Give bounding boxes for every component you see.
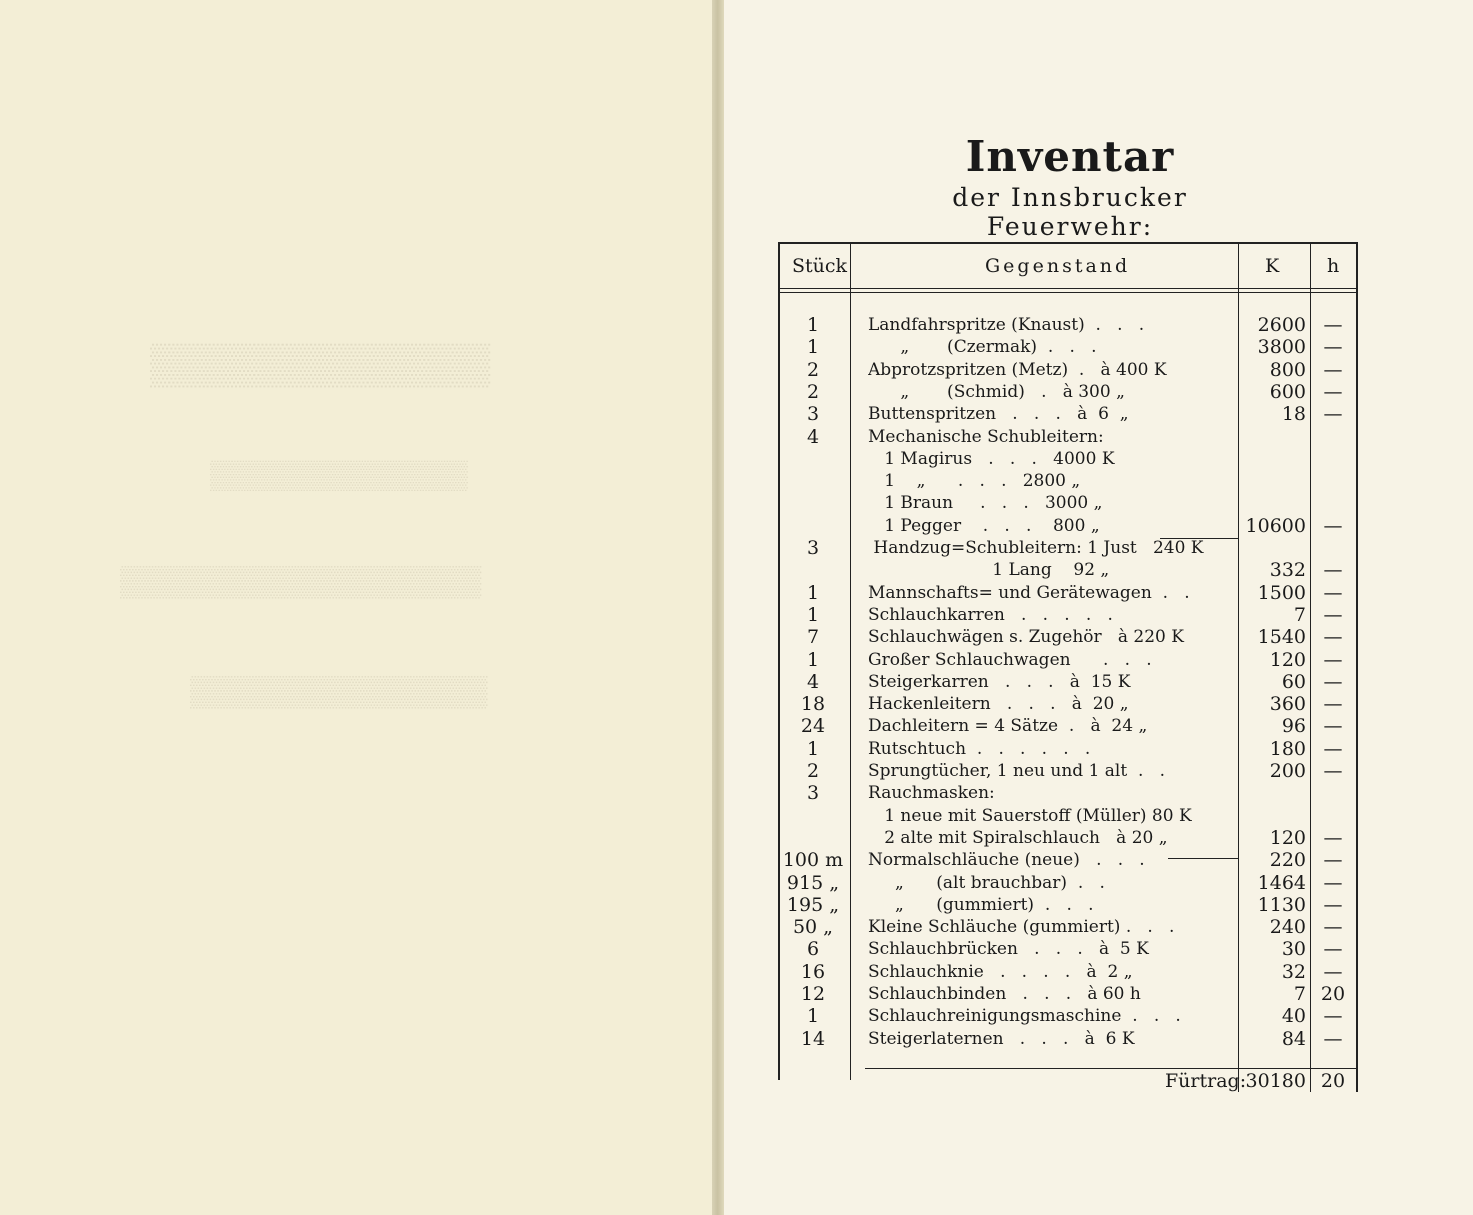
row-amount-h: — (1323, 582, 1343, 604)
row-amount-k: 3800 (1257, 336, 1306, 358)
col-border-k (1310, 242, 1311, 1092)
row-item: 1 Pegger . . . 800 „ (868, 516, 1100, 536)
row-amount-k: 600 (1269, 381, 1306, 403)
row-item: Handzug=Schubleitern: 1 Just 240 K (868, 538, 1204, 558)
row-amount-h: — (1323, 604, 1343, 626)
row-amount-h: — (1323, 872, 1343, 894)
col-border-right (1356, 242, 1358, 1092)
row-count: 4 (806, 426, 820, 448)
row-amount-k: 1500 (1257, 582, 1306, 604)
row-amount-h: — (1323, 961, 1343, 983)
row-item: 1 „ . . . 2800 „ (868, 471, 1081, 491)
row-item: „ (alt brauchbar) . . (868, 873, 1105, 893)
row-count: 3 (806, 782, 820, 804)
row-amount-h: — (1323, 314, 1343, 336)
row-item: 1 neue mit Sauerstoff (Müller) 80 K (868, 806, 1192, 826)
row-item: Hackenleitern . . . à 20 „ (868, 694, 1129, 714)
row-count: 195 „ (786, 894, 840, 916)
row-amount-k: 96 (1281, 715, 1306, 737)
row-count: 3 (806, 537, 820, 559)
row-amount-h: — (1323, 381, 1343, 403)
row-count: 16 (800, 961, 826, 983)
row-amount-h: — (1323, 894, 1343, 916)
row-item: 1 Braun . . . 3000 „ (868, 493, 1103, 513)
col-header-k: K (1265, 255, 1280, 277)
row-amount-h: — (1323, 336, 1343, 358)
row-item: Rauchmasken: (868, 783, 995, 803)
row-amount-k: 332 (1269, 559, 1306, 581)
table-bottom-rule (865, 1068, 1356, 1069)
row-amount-k: 220 (1269, 849, 1306, 871)
row-count: 100 m (782, 849, 844, 871)
row-item: Schlauchbinden . . . à 60 h (868, 984, 1141, 1004)
row-count: 1 (806, 582, 820, 604)
row-item: „ (gummiert) . . . (868, 895, 1094, 915)
row-item: Mannschafts= und Gerätewagen . . (868, 583, 1190, 603)
row-amount-h: — (1323, 1028, 1343, 1050)
row-amount-h: — (1323, 515, 1343, 537)
row-count: 14 (800, 1028, 826, 1050)
col-border-left (778, 242, 780, 1080)
row-count: 1 (806, 604, 820, 626)
row-count: 1 (806, 649, 820, 671)
row-item: 1 Magirus . . . 4000 K (868, 449, 1115, 469)
row-item: Schlauchknie . . . . à 2 „ (868, 962, 1133, 982)
row-amount-h: — (1323, 559, 1343, 581)
row-count: 18 (800, 693, 826, 715)
col-header-gegenstand: Gegenstand (985, 255, 1131, 277)
col-border-stueck (850, 242, 851, 1080)
row-amount-k: 120 (1269, 649, 1306, 671)
row-item: Kleine Schläuche (gummiert) . . . (868, 917, 1175, 937)
row-amount-k: 240 (1269, 916, 1306, 938)
row-item: Abprotzspritzen (Metz) . à 400 K (868, 360, 1167, 380)
col-header-h: h (1327, 255, 1340, 277)
row-amount-k: 84 (1281, 1028, 1306, 1050)
row-item: Landfahrspritze (Knaust) . . . (868, 315, 1145, 335)
row-count: 24 (800, 715, 826, 737)
row-amount-k: 7 (1293, 604, 1306, 626)
row-amount-h: — (1323, 359, 1343, 381)
row-amount-k: 40 (1281, 1005, 1306, 1027)
row-amount-h: — (1323, 916, 1343, 938)
row-count: 2 (806, 381, 820, 403)
row-amount-h: — (1323, 671, 1343, 693)
row-item: „ (Czermak) . . . (868, 337, 1097, 357)
row-amount-h: — (1323, 738, 1343, 760)
row-item: Schlauchwägen s. Zugehör à 220 K (868, 627, 1184, 647)
row-amount-k: 120 (1269, 827, 1306, 849)
page-title: Inventar (965, 132, 1175, 181)
row-amount-h: — (1323, 760, 1343, 782)
row-count: 1 (806, 336, 820, 358)
row-amount-k: 60 (1281, 671, 1306, 693)
header-rule-double (778, 292, 1358, 293)
row-count: 915 „ (786, 872, 840, 894)
bleed-through-text: ▒▒▒▒▒▒▒▒▒▒▒▒▒▒ (190, 675, 488, 708)
row-amount-k: 360 (1269, 693, 1306, 715)
bleed-through-text: ▒▒▒▒▒▒▒▒▒▒▒▒▒▒▒▒▒ (120, 565, 482, 598)
row-amount-k: 1130 (1257, 894, 1306, 916)
row-amount-h: — (1323, 1005, 1343, 1027)
col-header-stueck: Stück (792, 255, 848, 277)
row-count: 2 (806, 760, 820, 782)
left-page (0, 0, 718, 1215)
row-amount-h: — (1323, 827, 1343, 849)
row-item: 1 Lang 92 „ (868, 560, 1110, 580)
row-amount-k: 18 (1281, 403, 1306, 425)
row-count: 1 (806, 738, 820, 760)
row-amount-h: — (1323, 715, 1343, 737)
row-amount-k: 10600 (1245, 515, 1306, 537)
row-item: Steigerlaternen . . . à 6 K (868, 1029, 1135, 1049)
row-count: 7 (806, 626, 820, 648)
page-subtitle: der Innsbrucker Feuerwehr: (952, 183, 1188, 241)
table-top-rule (778, 242, 1358, 244)
row-item: Rutschtuch . . . . . . (868, 739, 1091, 759)
row-count: 50 „ (792, 916, 834, 938)
row-amount-h: — (1323, 403, 1343, 425)
bleed-through-text: ▒▒▒▒▒▒▒▒▒▒▒▒▒ (210, 460, 468, 491)
row-amount-k: 800 (1269, 359, 1306, 381)
row-item: Steigerkarren . . . à 15 K (868, 672, 1131, 692)
row-amount-h: 20 (1320, 983, 1346, 1005)
row-amount-h: — (1323, 938, 1343, 960)
row-item: Schlauchbrücken . . . à 5 K (868, 939, 1149, 959)
row-item: Großer Schlauchwagen . . . (868, 650, 1152, 670)
carry-forward-h: 20 (1320, 1070, 1346, 1092)
row-amount-h: — (1323, 693, 1343, 715)
row-amount-k: 200 (1269, 760, 1306, 782)
row-item: Schlauchkarren . . . . . (868, 605, 1113, 625)
carry-forward-label: Fürtrag: (1165, 1070, 1247, 1092)
row-amount-k: 7 (1293, 983, 1306, 1005)
row-count: 1 (806, 314, 820, 336)
row-count: 4 (806, 671, 820, 693)
row-item: Normalschläuche (neue) . . . (868, 850, 1145, 870)
row-item: 2 alte mit Spiralschlauch à 20 „ (868, 828, 1168, 848)
row-item: Buttenspritzen . . . à 6 „ (868, 404, 1129, 424)
row-amount-k: 180 (1269, 738, 1306, 760)
row-item: Mechanische Schubleitern: (868, 427, 1104, 447)
bleed-through-text: ▒▒▒▒▒▒▒▒▒▒▒▒ (150, 341, 491, 386)
row-amount-k: 1464 (1257, 872, 1306, 894)
row-amount-k: 2600 (1257, 314, 1306, 336)
row-amount-h: — (1323, 626, 1343, 648)
row-amount-k: 32 (1281, 961, 1306, 983)
row-item: Schlauchreinigungsmaschine . . . (868, 1006, 1181, 1026)
col-border-gegenstand (1238, 242, 1239, 1092)
row-amount-h: — (1323, 849, 1343, 871)
carry-forward-k: 30180 (1245, 1070, 1306, 1092)
row-count: 3 (806, 403, 820, 425)
row-count: 12 (800, 983, 826, 1005)
row-count: 1 (806, 1005, 820, 1027)
row-amount-h: — (1323, 649, 1343, 671)
row-amount-k: 1540 (1257, 626, 1306, 648)
row-item: Dachleitern = 4 Sätze . à 24 „ (868, 716, 1148, 736)
header-rule (778, 288, 1358, 289)
row-amount-k: 30 (1281, 938, 1306, 960)
row-item: „ (Schmid) . à 300 „ (868, 382, 1125, 402)
row-count: 2 (806, 359, 820, 381)
row-count: 6 (806, 938, 820, 960)
row-item: Sprungtücher, 1 neu und 1 alt . . (868, 761, 1166, 781)
